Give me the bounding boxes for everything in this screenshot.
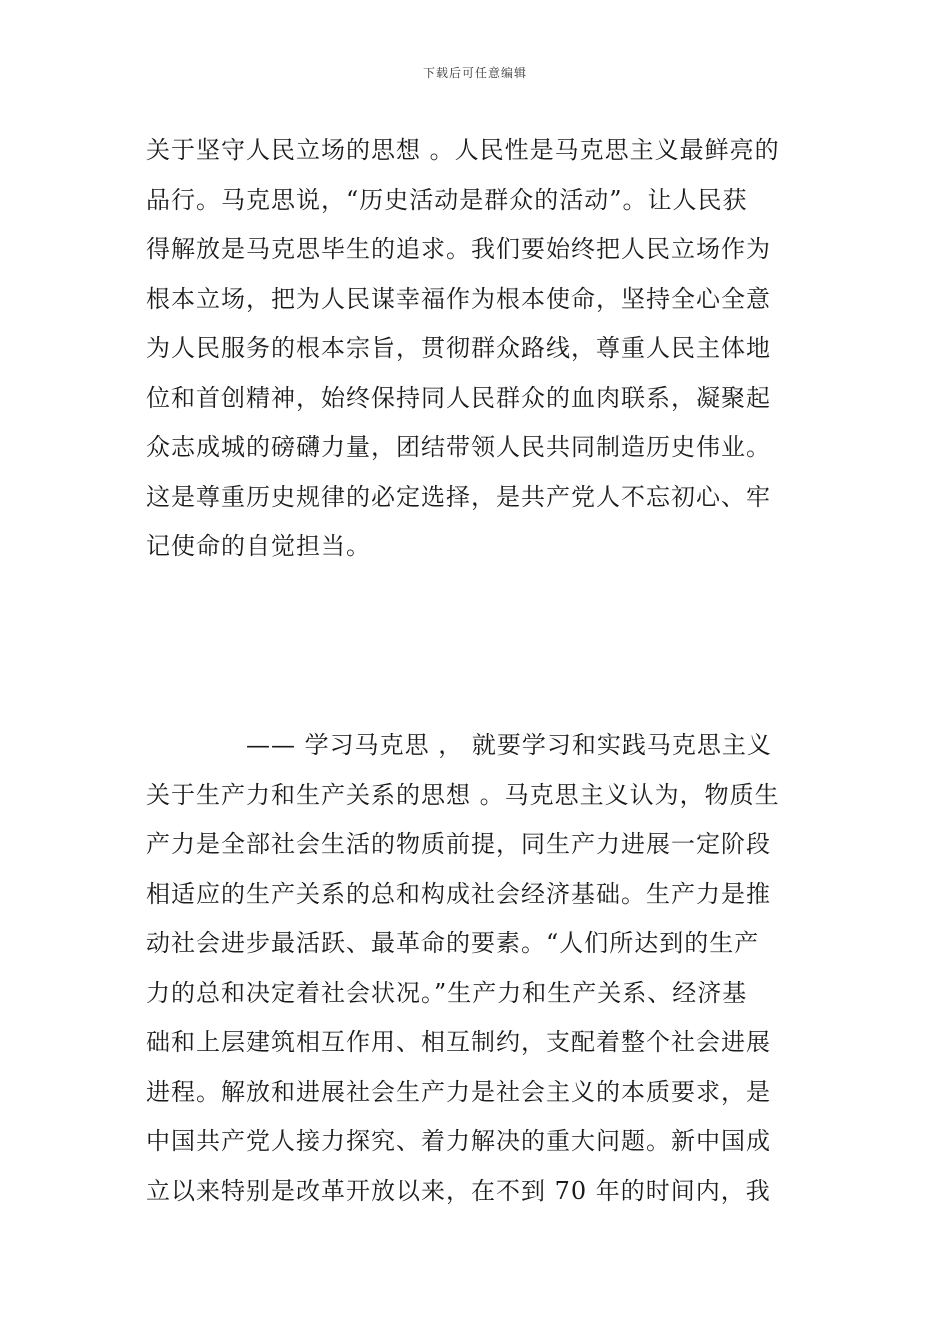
paragraph-2 [146,721,806,1216]
paragraph-line: 立以来特别是改革开放以来，在不到 70 年的时间内，我 [146,1176,771,1205]
paragraph-line: 这是尊重历史规律的必定选择，是共产党人不忘初心、牢 [146,482,771,511]
paragraph-line: 进程。解放和进展社会生产力是社会主义的本质要求，是 [146,1077,771,1106]
paragraph-line: 为人民服务的根本宗旨，贯彻群众路线，尊重人民主体地 [146,334,771,362]
paragraph-line: 力的总和决定着社会状况。”生产力和生产关系、经济基 [146,978,748,1007]
paragraph-line: 关于生产力和生产关系的思想 。马克思主义认为，物质生 [146,780,780,809]
paragraph-heading-line: —— 学习马克思 ， 就要学习和实践马克思主义 [246,731,772,759]
paragraph-line: 关于坚守人民立场的思想 。人民性是马克思主义最鲜亮的 [146,136,780,164]
paragraph-line: 得解放是马克思毕生的追求。我们要始终把人民立场作为 [146,235,771,263]
paragraph-line: 础和上层建筑相互作用、相互制约，支配着整个社会进展 [146,1028,771,1056]
paragraph-line: 品行。马克思说，“历史活动是群众的活动”。让人民获 [146,185,748,214]
paragraph-line: 中国共产党人接力探究、着力解决的重大问题。新中国成 [146,1127,771,1155]
paragraph-line: 众志成城的磅礴力量，团结带领人民共同制造历史伟业。 [146,433,771,461]
paragraph-line: 记使命的自觉担当。 [146,532,371,560]
paragraph-line: 相适应的生产关系的总和构成社会经济基础。生产力是推 [146,879,771,908]
paragraph-line: 根本立场，把为人民谋幸福作为根本使命，坚持全心全意 [146,284,771,313]
paragraph-line: 产力是全部社会生活的物质前提，同生产力进展一定阶段 [146,830,771,858]
paragraph-line: 位和首创精神，始终保持同人民群众的血肉联系，凝聚起 [146,383,771,412]
paragraph-1 [146,126,806,572]
paragraph-line: 动社会进步最活跃、最革命的要素。“人们所达到的生产 [146,929,760,957]
page-header: 下载后可任意编辑 [422,66,527,80]
